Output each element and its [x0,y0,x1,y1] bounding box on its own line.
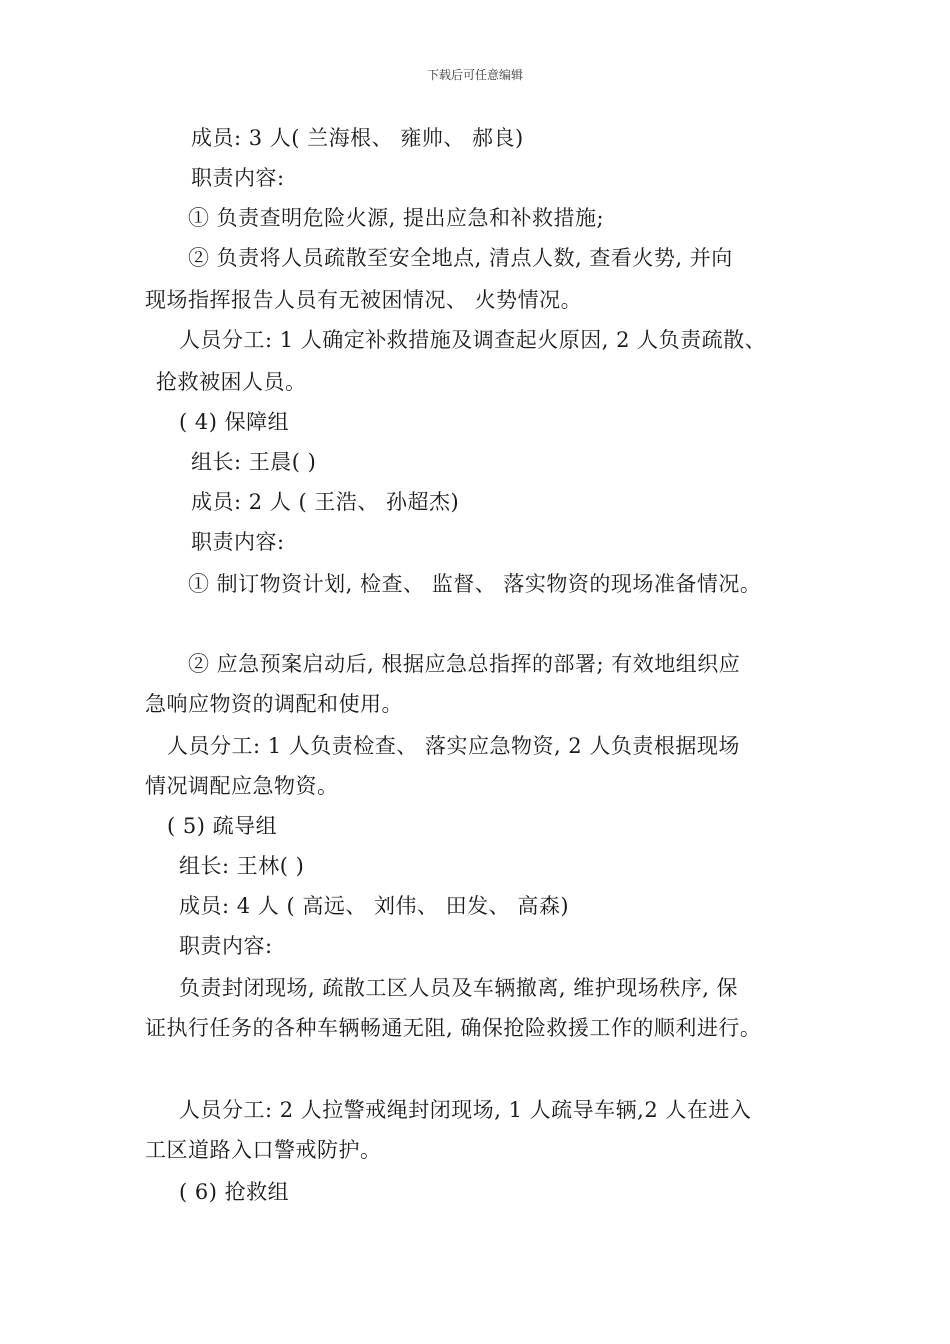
text-line: 急响应物资的调配和使用。 [145,692,403,716]
text-line: 现场指挥报告人员有无被困情况、 火势情况。 [145,288,583,312]
section-heading: ( 6) 抢救组 [179,1180,290,1204]
text-line: 成员: 2 人 ( 王浩、 孙超杰) [191,490,460,514]
text-line: 成员: 4 人 ( 高远、 刘伟、 田发、 高森) [179,894,570,918]
text-line: 情况调配应急物资。 [145,774,339,798]
text-line: 成员: 3 人( 兰海根、 雍帅、 郝良) [191,126,524,150]
text-line: 人员分工: 2 人拉警戒绳封闭现场, 1 人疏导车辆,2 人在进入 [179,1098,752,1122]
text-line: 职责内容: [191,530,285,554]
section-heading: ( 4) 保障组 [179,410,290,434]
text-line: 组长: 王林( ) [179,854,305,878]
text-line: 负责封闭现场, 疏散工区人员及车辆撤离, 维护现场秩序, 保 [179,976,739,1000]
text-line: ① 制订物资计划, 检查、 监督、 落实物资的现场准备情况。 [188,572,762,596]
text-line: 职责内容: [179,934,273,958]
text-line: 职责内容: [191,166,285,190]
text-line: 抢救被困人员。 [156,370,307,394]
text-line: 工区道路入口警戒防护。 [145,1138,382,1162]
text-line: ① 负责查明危险火源, 提出应急和补救措施; [188,206,605,230]
page-header: 下载后可任意编辑 [426,68,523,82]
text-line: 人员分工: 1 人确定补救措施及调查起火原因, 2 人负责疏散、 [179,328,767,352]
text-line: 组长: 王晨( ) [191,450,317,474]
text-line: 人员分工: 1 人负责检查、 落实应急物资, 2 人负责根据现场 [167,734,740,758]
section-heading: ( 5) 疏导组 [167,814,278,838]
text-line: 证执行任务的各种车辆畅通无阻, 确保抢险救援工作的顺利进行。 [145,1016,762,1040]
text-line: ② 应急预案启动后, 根据应急总指挥的部署; 有效地组织应 [188,652,741,676]
text-line: ② 负责将人员疏散至安全地点, 清点人数, 查看火势, 并向 [188,246,733,270]
